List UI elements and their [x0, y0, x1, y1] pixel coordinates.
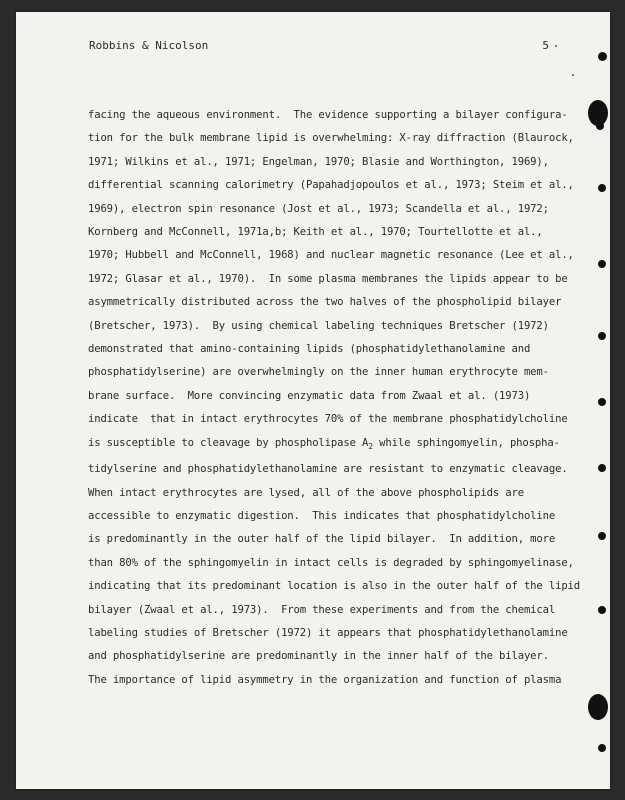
text-line: asymmetrically distributed across the two halves of the phospholipid bilayer — [88, 296, 562, 309]
text-line: tion for the bulk membrane lipid is overwhelming: X-ray diffraction (Blaurock, — [88, 132, 574, 145]
binder-hole — [598, 398, 606, 406]
text-line: (Bretscher, 1973). By using chemical labeling techniques Bretscher (1972) — [88, 319, 549, 332]
text-line: 1969), electron spin resonance (Jost et al., 1973; Scandella et al., 1972; — [88, 202, 549, 215]
text-line: 1972; Glasar et al., 1970). In some plasma membranes the lipids appear to be — [88, 272, 568, 285]
binder-hole — [598, 532, 606, 540]
text-line-with-subscript — [88, 432, 578, 458]
text-line: facing the aqueous environment. The evidence supporting a bilayer configura- — [88, 109, 568, 121]
header-authors: Robbins & Nicolson — [89, 39, 209, 52]
paper-speck — [572, 74, 574, 76]
text-line: 1970; Hubbell and McConnell, 1968) and nuclear magnetic resonance (Lee et al., — [88, 249, 574, 262]
text-line: is predominantly in the outer half of the lipid bilayer. In addition, more — [88, 533, 556, 546]
subscript: 2 — [368, 441, 373, 451]
text-fragment: is susceptible to cleavage by phospholipase A — [88, 436, 369, 449]
text-line: labeling studies of Bretscher (1972) it appears that phosphatidylethanolamine — [88, 626, 568, 639]
binder-hole — [588, 694, 608, 720]
running-header — [89, 39, 549, 52]
text-line: accessible to enzymatic digestion. This indicates that phosphatidylcholine — [88, 509, 556, 522]
text-line: The importance of lipid asymmetry in the organization and function of plasma — [88, 673, 562, 686]
text-line: 1971; Wilkins et al., 1971; Engelman, 1970; Blasie and Worthington, 1969), — [88, 155, 549, 168]
binder-hole — [596, 122, 604, 130]
binder-hole — [598, 184, 606, 192]
text-line: tidylserine and phosphatidylethanolamine are resistant to enzymatic cleavage. — [88, 463, 568, 476]
text-line: When intact erythrocytes are lysed, all of the above phospholipids are — [88, 486, 524, 499]
body-paragraph — [88, 104, 581, 692]
text-line: demonstrated that amino-containing lipids (phosphatidylethanolamine and — [88, 343, 531, 356]
binder-hole — [598, 260, 606, 268]
text-line: brane surface. More convincing enzymatic data from Zwaal et al. (1973) — [88, 389, 531, 402]
text-line: differential scanning calorimetry (Papahadjopoulos et al., 1973; Steim et al., — [88, 179, 574, 192]
document-page — [16, 12, 610, 789]
text-line: than 80% of the sphingomyelin in intact cells is degraded by sphingomyelinase, — [88, 556, 574, 569]
page-number: 5 — [542, 39, 549, 52]
binder-hole — [598, 52, 607, 61]
binder-hole — [598, 332, 606, 340]
text-line: indicating that its predominant location is also in the outer half of the lipid — [88, 580, 581, 593]
text-line: phosphatidylserine) are overwhelmingly on the inner human erythrocyte mem- — [88, 366, 549, 379]
binder-hole — [598, 464, 606, 472]
text-line: and phosphatidylserine are predominantly in the inner half of the bilayer. — [88, 650, 549, 663]
binder-hole — [598, 606, 606, 614]
text-line: indicate that in intact erythrocytes 70% of the membrane phosphatidylcholine — [88, 413, 568, 426]
text-line: bilayer (Zwaal et al., 1973). From these experiments and from the chemical — [88, 603, 556, 616]
text-fragment: while sphingomyelin, phospha- — [372, 436, 560, 449]
paper-speck — [555, 45, 557, 47]
binder-hole — [598, 744, 606, 752]
text-line: Kornberg and McConnell, 1971a,b; Keith et al., 1970; Tourtellotte et al., — [88, 226, 543, 239]
